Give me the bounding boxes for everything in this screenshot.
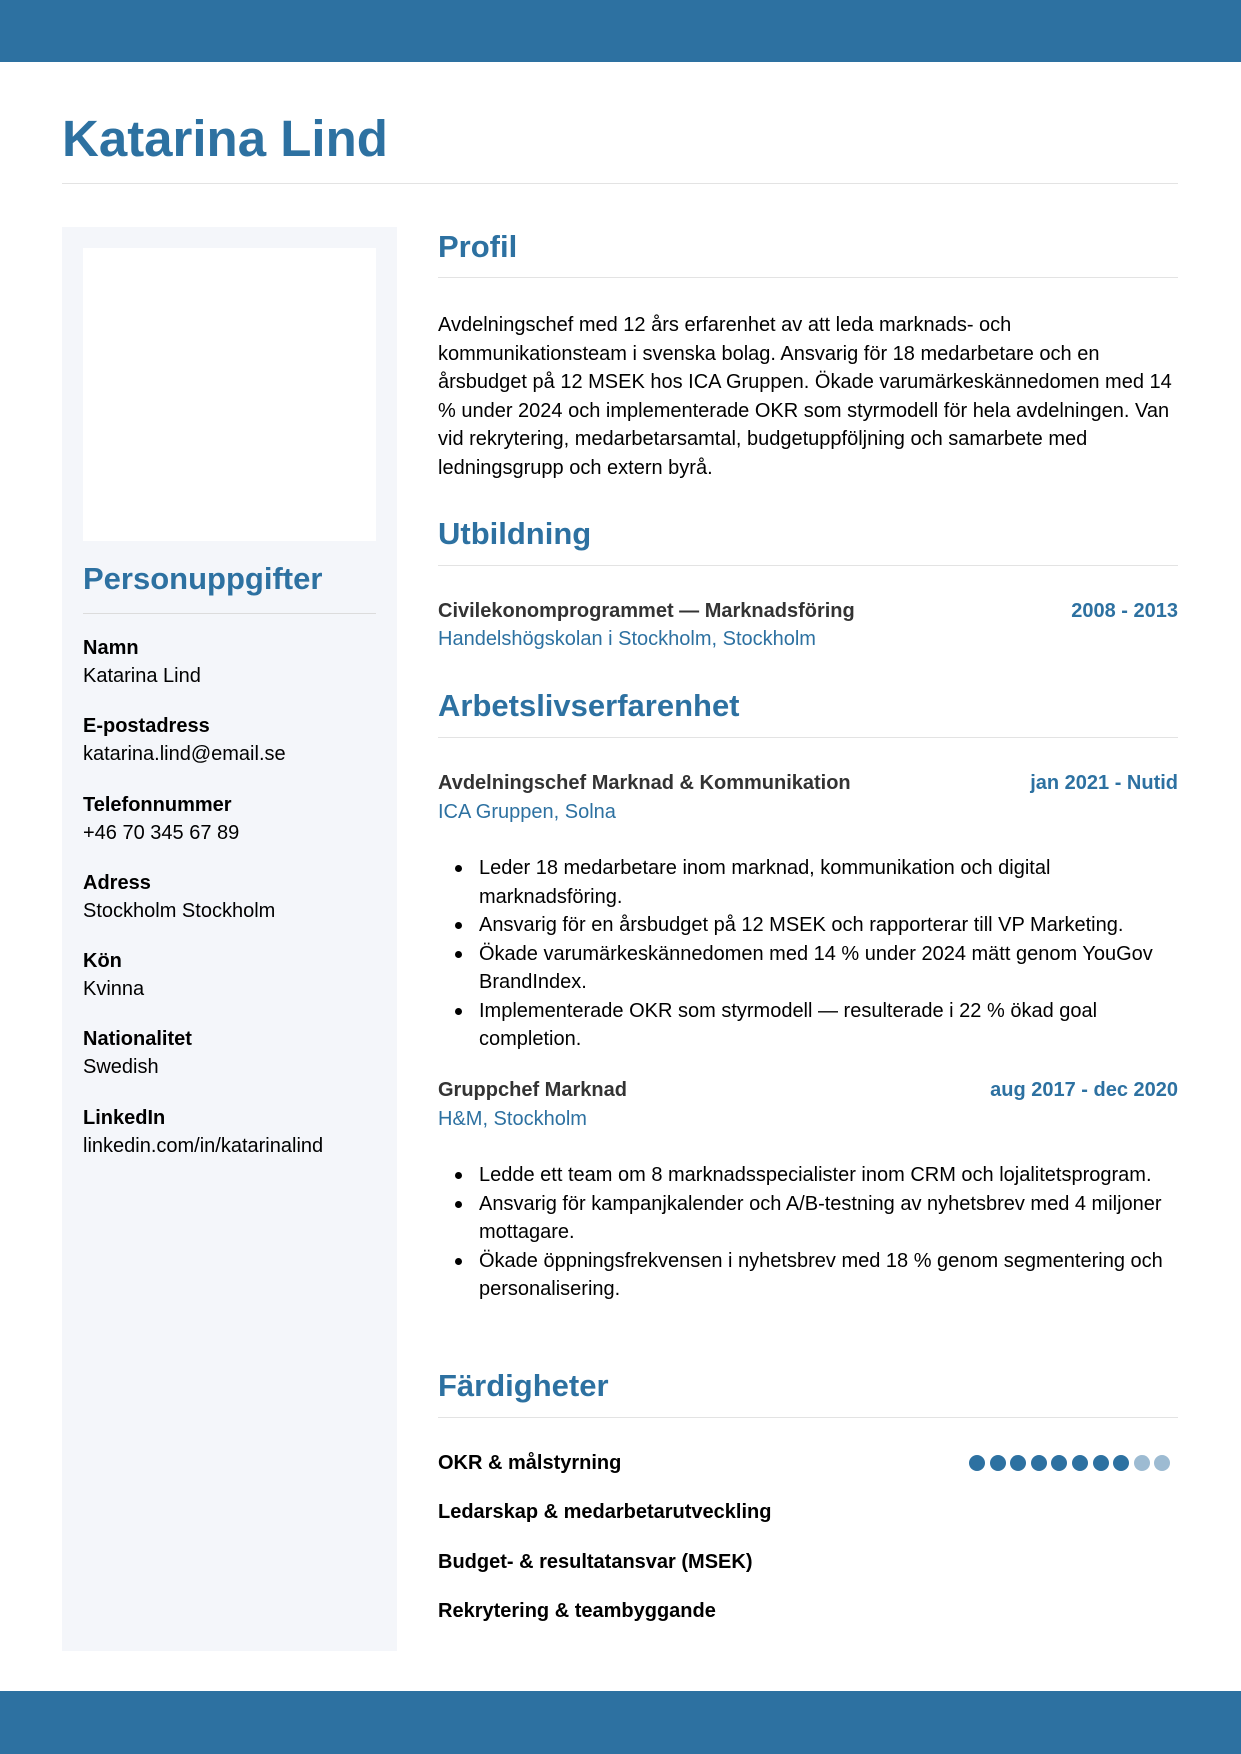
- job-dates: aug 2017 - dec 2020: [990, 1079, 1178, 1101]
- job-bullet-list: [438, 854, 1178, 1054]
- rating-dot-filled: [969, 1455, 985, 1471]
- rating-dot-filled: [1051, 1455, 1067, 1471]
- field-value: Kvinna: [83, 978, 145, 1001]
- job-header: [438, 1076, 1178, 1104]
- field-linkedin: [83, 1104, 383, 1182]
- list-item: Implementerade OKR som styrmodell — resulterade i 22 % ökad goal completion.: [438, 997, 1178, 1054]
- field-gender: [83, 947, 383, 1025]
- rating-dot-filled: [1010, 1455, 1026, 1471]
- field-address: [83, 869, 383, 947]
- job-company: H&M, Stockholm: [438, 1108, 587, 1130]
- list-item: Leder 18 medarbetare inom marknad, kommunikation och digital marknadsföring.: [438, 854, 1178, 911]
- rating-dot-filled: [1113, 1455, 1129, 1471]
- top-color-band: [0, 0, 1241, 62]
- personal-info-sidebar: [62, 227, 397, 1651]
- list-item: Ansvarig för kampanjkalender och A/B-testning av nyhetsbrev med 4 miljoner mottagare.: [438, 1190, 1178, 1247]
- field-label: Namn: [83, 637, 139, 659]
- field-value: Katarina Lind: [83, 665, 201, 687]
- rating-dot-filled: [1093, 1455, 1109, 1471]
- job-dates: jan 2021 - Nutid: [1030, 772, 1178, 794]
- rating-dot-filled: [1031, 1455, 1047, 1471]
- field-nationality: [83, 1025, 383, 1103]
- rating-dot-empty: [1154, 1455, 1170, 1471]
- education-degree: Civilekonomprogrammet — Marknadsföring: [438, 600, 855, 622]
- skill-row: [438, 1548, 1178, 1576]
- experience-heading: Arbetslivserfarenhet: [438, 688, 740, 723]
- field-email: [83, 712, 383, 790]
- personal-info-divider: [83, 613, 376, 614]
- profile-divider: [438, 277, 1178, 278]
- list-item: Ansvarig för en årsbudget på 12 MSEK och rapporterar till VP Marketing.: [438, 911, 1178, 940]
- rating-dot-empty: [1134, 1455, 1150, 1471]
- education-dates: 2008 - 2013: [1071, 600, 1178, 622]
- skill-row: [438, 1498, 1178, 1526]
- resume-name-heading: Katarina Lind: [62, 110, 388, 167]
- personal-info-fields: [83, 634, 383, 1182]
- field-value: Swedish: [83, 1056, 159, 1079]
- education-school: Handelshögskolan i Stockholm, Stockholm: [438, 628, 816, 650]
- education-entry-header: [438, 597, 1178, 625]
- list-item: Ledde ett team om 8 marknadsspecialister inom CRM och lojalitetsprogram.: [438, 1161, 1178, 1190]
- job-header: [438, 769, 1178, 797]
- education-divider: [438, 565, 1178, 566]
- field-label: Adress: [83, 871, 151, 894]
- job-title: Avdelningschef Marknad & Kommunikation: [438, 772, 851, 794]
- rating-dot-filled: [1072, 1455, 1088, 1471]
- field-label: E-postadress: [83, 715, 210, 738]
- field-value: katarina.lind@email.se: [83, 743, 286, 766]
- experience-divider: [438, 737, 1178, 738]
- bottom-color-band: [0, 1691, 1241, 1754]
- skills-divider: [438, 1417, 1178, 1418]
- profile-summary: Avdelningschef med 12 års erfarenhet av att leda marknads- och kommunikationsteam i svenska bolag. Ansvarig för 18 medarbetare och en årsbudget på 12 MSEK hos ICA Gruppen. Ökade varumärkeskännedomen med 14 % under 2024 och implementerade OKR som styrmodell för hela avdelningen. Van vid rekrytering, medarbetarsamtal, budgetuppföljning och samarbete med ledningsgrupp och extern byrå.: [438, 314, 1172, 479]
- skill-row: [438, 1597, 1178, 1625]
- skill-name: Budget- & resultatansvar (MSEK): [438, 1551, 753, 1573]
- personal-info-heading: Personuppgifter: [83, 561, 323, 596]
- skill-name: OKR & målstyrning: [438, 1452, 622, 1474]
- header-divider: [62, 183, 1178, 184]
- profile-heading: Profil: [438, 229, 518, 264]
- field-label: LinkedIn: [83, 1106, 166, 1129]
- field-label: Kön: [83, 950, 122, 973]
- skill-row: [438, 1449, 1178, 1477]
- skill-name: Ledarskap & medarbetarutveckling: [438, 1501, 772, 1523]
- profile-photo-placeholder: [83, 248, 376, 541]
- job-company: ICA Gruppen, Solna: [438, 801, 616, 823]
- field-phone: [83, 791, 383, 869]
- field-name: [83, 634, 383, 712]
- field-value: Stockholm Stockholm: [83, 899, 276, 922]
- field-label: Telefonnummer: [83, 793, 232, 816]
- rating-dot-filled: [990, 1455, 1006, 1471]
- job-title: Gruppchef Marknad: [438, 1079, 627, 1101]
- job-bullet-list: [438, 1161, 1178, 1304]
- skill-name: Rekrytering & teambyggande: [438, 1600, 716, 1622]
- list-item: Ökade varumärkeskännedomen med 14 % under 2024 mätt genom YouGov BrandIndex.: [438, 940, 1178, 997]
- list-item: Ökade öppningsfrekvensen i nyhetsbrev med 18 % genom segmentering och personalisering.: [438, 1247, 1178, 1304]
- field-value: +46 70 345 67 89: [83, 821, 240, 844]
- field-value: linkedin.com/in/katarinalind: [83, 1134, 324, 1157]
- education-heading: Utbildning: [438, 516, 592, 551]
- field-label: Nationalitet: [83, 1028, 192, 1051]
- skills-heading: Färdigheter: [438, 1368, 609, 1403]
